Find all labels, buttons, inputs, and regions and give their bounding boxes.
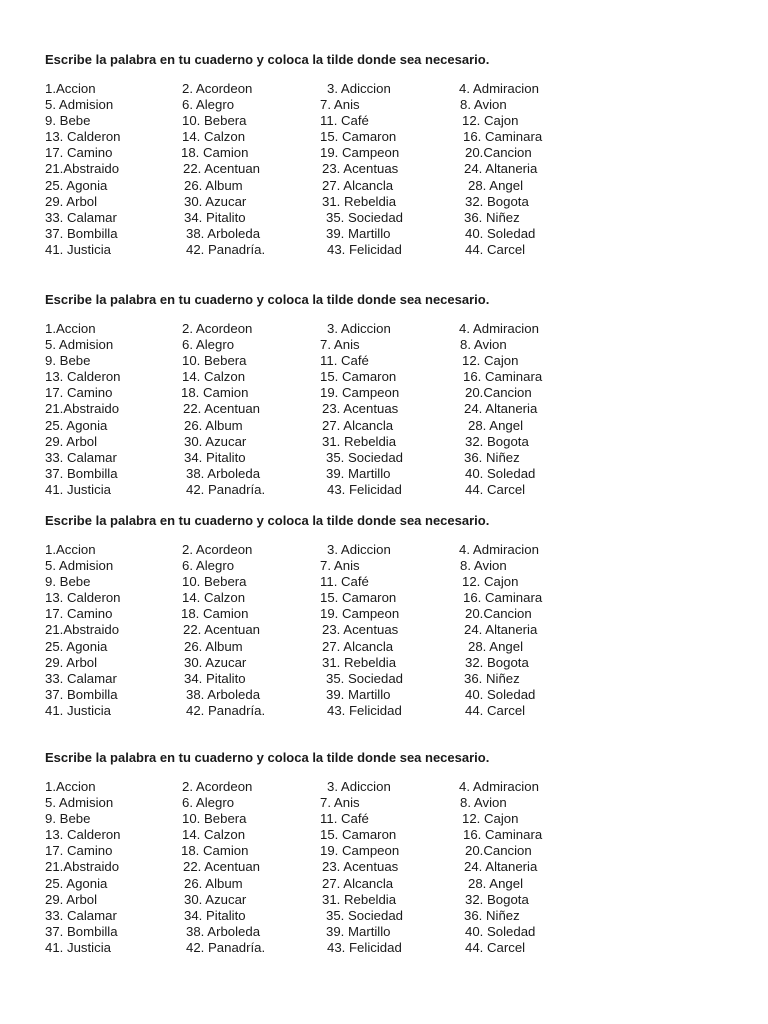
word-item: 33. Calamar <box>45 449 117 465</box>
word-item: 30. Azucar <box>184 654 247 670</box>
word-item: 6. Alegro <box>182 558 235 574</box>
word-row <box>0 226 768 242</box>
word-item: 6. Alegro <box>182 97 235 113</box>
word-item: 39. Martillo <box>326 923 391 939</box>
word-item: 10. Bebera <box>182 574 247 590</box>
word-row <box>0 558 768 574</box>
word-row <box>0 827 768 843</box>
word-item: 44. Carcel <box>465 702 526 718</box>
word-item: 24. Altaneria <box>464 622 538 638</box>
word-item: 30. Azucar <box>184 193 247 209</box>
word-item: 22. Acentuan <box>183 161 260 177</box>
word-item: 17. Camino <box>45 385 113 401</box>
word-item: 40. Soledad <box>465 225 536 241</box>
word-item: 43. Felicidad <box>327 481 402 497</box>
word-row <box>0 369 768 385</box>
word-row <box>0 129 768 145</box>
word-item: 38. Arboleda <box>186 923 261 939</box>
word-item: 3. Adiccion <box>327 779 391 794</box>
word-grid <box>0 321 768 498</box>
word-item: 18. Camion <box>181 606 249 622</box>
word-item: 27. Alcancla <box>322 875 394 891</box>
word-row <box>0 655 768 671</box>
word-item: 8. Avion <box>460 97 507 113</box>
word-item: 36. Niñez <box>464 907 520 923</box>
word-item: 34. Pitalito <box>184 209 246 225</box>
word-row <box>0 321 768 337</box>
word-item: 25. Agonia <box>45 875 108 891</box>
word-item: 13. Calderon <box>45 590 121 606</box>
word-item: 26. Album <box>184 638 243 654</box>
word-item: 37. Bombilla <box>45 686 118 702</box>
word-item: 42. Panadría. <box>186 702 266 718</box>
word-item: 36. Niñez <box>464 209 520 225</box>
word-item: 29. Arbol <box>45 433 98 449</box>
word-item: 11. Café <box>320 574 369 590</box>
word-row <box>0 210 768 226</box>
word-item: 34. Pitalito <box>184 449 246 465</box>
word-item: 38. Arboleda <box>186 465 261 481</box>
word-row <box>0 482 768 498</box>
word-row <box>0 843 768 859</box>
word-item: 2. Acordeon <box>182 81 253 96</box>
word-item: 9. Bebe <box>45 353 91 369</box>
word-item: 39. Martillo <box>326 225 391 241</box>
word-item: 13. Calderon <box>45 369 121 385</box>
word-item: 35. Sociedad <box>326 449 403 465</box>
word-item: 1.Accion <box>45 321 96 336</box>
word-item: 35. Sociedad <box>326 907 403 923</box>
word-item: 44. Carcel <box>465 481 526 497</box>
word-item: 21.Abstraido <box>45 622 120 638</box>
word-item: 28. Angel <box>468 417 523 433</box>
section-instruction: Escribe la palabra en tu cuaderno y coloca la tilde donde sea necesario. <box>45 52 490 67</box>
word-item: 32. Bogota <box>465 654 529 670</box>
word-item: 12. Cajon <box>462 811 519 827</box>
word-item: 7. Anis <box>320 795 360 811</box>
word-item: 35. Sociedad <box>326 209 403 225</box>
word-item: 10. Bebera <box>182 353 247 369</box>
word-item: 14. Calzon <box>182 129 246 145</box>
word-item: 19. Campeon <box>320 145 400 161</box>
word-item: 24. Altaneria <box>464 401 538 417</box>
word-item: 19. Campeon <box>320 385 400 401</box>
word-row <box>0 450 768 466</box>
word-item: 29. Arbol <box>45 654 98 670</box>
word-row <box>0 81 768 97</box>
word-grid <box>0 542 768 719</box>
word-item: 3. Adiccion <box>327 81 391 96</box>
word-item: 39. Martillo <box>326 465 391 481</box>
word-item: 22. Acentuan <box>183 622 260 638</box>
word-row <box>0 795 768 811</box>
word-item: 42. Panadría. <box>186 241 266 257</box>
word-row <box>0 353 768 369</box>
word-item: 43. Felicidad <box>327 702 402 718</box>
word-item: 31. Rebeldia <box>322 433 397 449</box>
word-item: 23. Acentuas <box>322 161 399 177</box>
word-item: 8. Avion <box>460 337 507 353</box>
word-item: 41. Justicia <box>45 481 111 497</box>
word-item: 20.Cancion <box>465 843 532 859</box>
word-item: 2. Acordeon <box>182 779 253 794</box>
word-row <box>0 337 768 353</box>
word-item: 18. Camion <box>181 843 249 859</box>
word-item: 14. Calzon <box>182 369 246 385</box>
word-item: 32. Bogota <box>465 193 529 209</box>
word-row <box>0 811 768 827</box>
word-item: 5. Admision <box>45 337 114 353</box>
word-item: 27. Alcancla <box>322 177 394 193</box>
word-item: 31. Rebeldia <box>322 891 397 907</box>
word-item: 12. Cajon <box>462 113 519 129</box>
word-row <box>0 908 768 924</box>
word-item: 1.Accion <box>45 542 96 557</box>
word-item: 3. Adiccion <box>327 321 391 336</box>
word-row <box>0 542 768 558</box>
word-item: 9. Bebe <box>45 113 91 129</box>
word-item: 15. Camaron <box>320 129 397 145</box>
word-row <box>0 574 768 590</box>
word-item: 28. Angel <box>468 638 523 654</box>
word-row <box>0 622 768 638</box>
word-item: 21.Abstraido <box>45 859 120 875</box>
word-item: 14. Calzon <box>182 590 246 606</box>
word-row <box>0 671 768 687</box>
section-instruction: Escribe la palabra en tu cuaderno y coloca la tilde donde sea necesario. <box>45 750 490 765</box>
word-row <box>0 703 768 719</box>
word-item: 30. Azucar <box>184 433 247 449</box>
word-item: 11. Café <box>320 811 369 827</box>
word-item: 20.Cancion <box>465 385 532 401</box>
word-item: 38. Arboleda <box>186 225 261 241</box>
word-item: 14. Calzon <box>182 827 246 843</box>
word-row <box>0 401 768 417</box>
word-item: 26. Album <box>184 875 243 891</box>
word-item: 10. Bebera <box>182 113 247 129</box>
word-item: 7. Anis <box>320 97 360 113</box>
word-row <box>0 859 768 875</box>
word-row <box>0 590 768 606</box>
word-item: 8. Avion <box>460 795 507 811</box>
word-item: 33. Calamar <box>45 670 117 686</box>
word-item: 7. Anis <box>320 337 360 353</box>
word-item: 41. Justicia <box>45 241 111 257</box>
word-item: 5. Admision <box>45 795 114 811</box>
word-item: 4. Admiracion <box>459 779 539 794</box>
word-item: 2. Acordeon <box>182 321 253 336</box>
word-item: 41. Justicia <box>45 702 111 718</box>
word-item: 16. Caminara <box>463 590 543 606</box>
word-item: 40. Soledad <box>465 686 536 702</box>
word-item: 30. Azucar <box>184 891 247 907</box>
word-item: 36. Niñez <box>464 670 520 686</box>
word-item: 24. Altaneria <box>464 161 538 177</box>
word-item: 23. Acentuas <box>322 859 399 875</box>
word-item: 37. Bombilla <box>45 225 118 241</box>
word-row <box>0 606 768 622</box>
word-item: 3. Adiccion <box>327 542 391 557</box>
word-item: 4. Admiracion <box>459 81 539 96</box>
word-item: 26. Album <box>184 417 243 433</box>
word-row <box>0 418 768 434</box>
word-item: 34. Pitalito <box>184 907 246 923</box>
word-item: 20.Cancion <box>465 606 532 622</box>
word-item: 27. Alcancla <box>322 638 394 654</box>
word-item: 25. Agonia <box>45 177 108 193</box>
word-item: 9. Bebe <box>45 811 91 827</box>
word-row <box>0 145 768 161</box>
word-item: 5. Admision <box>45 97 114 113</box>
word-item: 32. Bogota <box>465 891 529 907</box>
word-row <box>0 639 768 655</box>
word-item: 5. Admision <box>45 558 114 574</box>
word-item: 40. Soledad <box>465 465 536 481</box>
word-row <box>0 434 768 450</box>
word-item: 25. Agonia <box>45 638 108 654</box>
word-item: 6. Alegro <box>182 337 235 353</box>
word-item: 16. Caminara <box>463 129 543 145</box>
word-item: 37. Bombilla <box>45 465 118 481</box>
section-instruction: Escribe la palabra en tu cuaderno y coloca la tilde donde sea necesario. <box>45 292 490 307</box>
word-item: 1.Accion <box>45 81 96 96</box>
word-item: 37. Bombilla <box>45 923 118 939</box>
word-item: 6. Alegro <box>182 795 235 811</box>
word-row <box>0 779 768 795</box>
word-item: 11. Café <box>320 353 369 369</box>
word-item: 27. Alcancla <box>322 417 394 433</box>
word-item: 29. Arbol <box>45 891 98 907</box>
word-item: 15. Camaron <box>320 369 397 385</box>
word-grid <box>0 779 768 956</box>
word-item: 13. Calderon <box>45 827 121 843</box>
word-item: 31. Rebeldia <box>322 193 397 209</box>
word-item: 39. Martillo <box>326 686 391 702</box>
word-grid <box>0 81 768 258</box>
word-row <box>0 385 768 401</box>
word-item: 44. Carcel <box>465 939 526 955</box>
word-item: 4. Admiracion <box>459 321 539 336</box>
word-item: 23. Acentuas <box>322 401 399 417</box>
word-item: 41. Justicia <box>45 939 111 955</box>
word-item: 21.Abstraido <box>45 161 120 177</box>
word-item: 22. Acentuan <box>183 859 260 875</box>
word-item: 17. Camino <box>45 145 113 161</box>
word-item: 26. Album <box>184 177 243 193</box>
word-item: 28. Angel <box>468 875 523 891</box>
word-row <box>0 113 768 129</box>
word-row <box>0 178 768 194</box>
word-item: 12. Cajon <box>462 353 519 369</box>
word-item: 17. Camino <box>45 843 113 859</box>
word-item: 43. Felicidad <box>327 939 402 955</box>
word-item: 38. Arboleda <box>186 686 261 702</box>
word-item: 34. Pitalito <box>184 670 246 686</box>
word-item: 18. Camion <box>181 145 249 161</box>
word-row <box>0 97 768 113</box>
word-item: 13. Calderon <box>45 129 121 145</box>
word-item: 4. Admiracion <box>459 542 539 557</box>
word-row <box>0 466 768 482</box>
word-item: 8. Avion <box>460 558 507 574</box>
word-item: 33. Calamar <box>45 209 117 225</box>
word-item: 16. Caminara <box>463 369 543 385</box>
word-item: 43. Felicidad <box>327 241 402 257</box>
word-item: 32. Bogota <box>465 433 529 449</box>
word-item: 17. Camino <box>45 606 113 622</box>
word-item: 1.Accion <box>45 779 96 794</box>
word-item: 44. Carcel <box>465 241 526 257</box>
word-item: 28. Angel <box>468 177 523 193</box>
word-item: 33. Calamar <box>45 907 117 923</box>
word-item: 40. Soledad <box>465 923 536 939</box>
word-item: 21.Abstraido <box>45 401 120 417</box>
word-row <box>0 924 768 940</box>
word-row <box>0 876 768 892</box>
word-item: 15. Camaron <box>320 590 397 606</box>
word-row <box>0 687 768 703</box>
word-row <box>0 194 768 210</box>
section-instruction: Escribe la palabra en tu cuaderno y coloca la tilde donde sea necesario. <box>45 513 490 528</box>
word-item: 7. Anis <box>320 558 360 574</box>
word-item: 19. Campeon <box>320 843 400 859</box>
word-row <box>0 161 768 177</box>
word-item: 31. Rebeldia <box>322 654 397 670</box>
word-item: 2. Acordeon <box>182 542 253 557</box>
word-item: 15. Camaron <box>320 827 397 843</box>
word-item: 23. Acentuas <box>322 622 399 638</box>
word-item: 42. Panadría. <box>186 939 266 955</box>
word-item: 19. Campeon <box>320 606 400 622</box>
word-row <box>0 940 768 956</box>
word-item: 24. Altaneria <box>464 859 538 875</box>
word-item: 36. Niñez <box>464 449 520 465</box>
word-item: 11. Café <box>320 113 369 129</box>
word-item: 29. Arbol <box>45 193 98 209</box>
word-item: 10. Bebera <box>182 811 247 827</box>
word-item: 9. Bebe <box>45 574 91 590</box>
word-item: 25. Agonia <box>45 417 108 433</box>
word-row <box>0 242 768 258</box>
word-item: 16. Caminara <box>463 827 543 843</box>
word-row <box>0 892 768 908</box>
word-item: 12. Cajon <box>462 574 519 590</box>
word-item: 22. Acentuan <box>183 401 260 417</box>
word-item: 42. Panadría. <box>186 481 266 497</box>
word-item: 18. Camion <box>181 385 249 401</box>
word-item: 20.Cancion <box>465 145 532 161</box>
word-item: 35. Sociedad <box>326 670 403 686</box>
